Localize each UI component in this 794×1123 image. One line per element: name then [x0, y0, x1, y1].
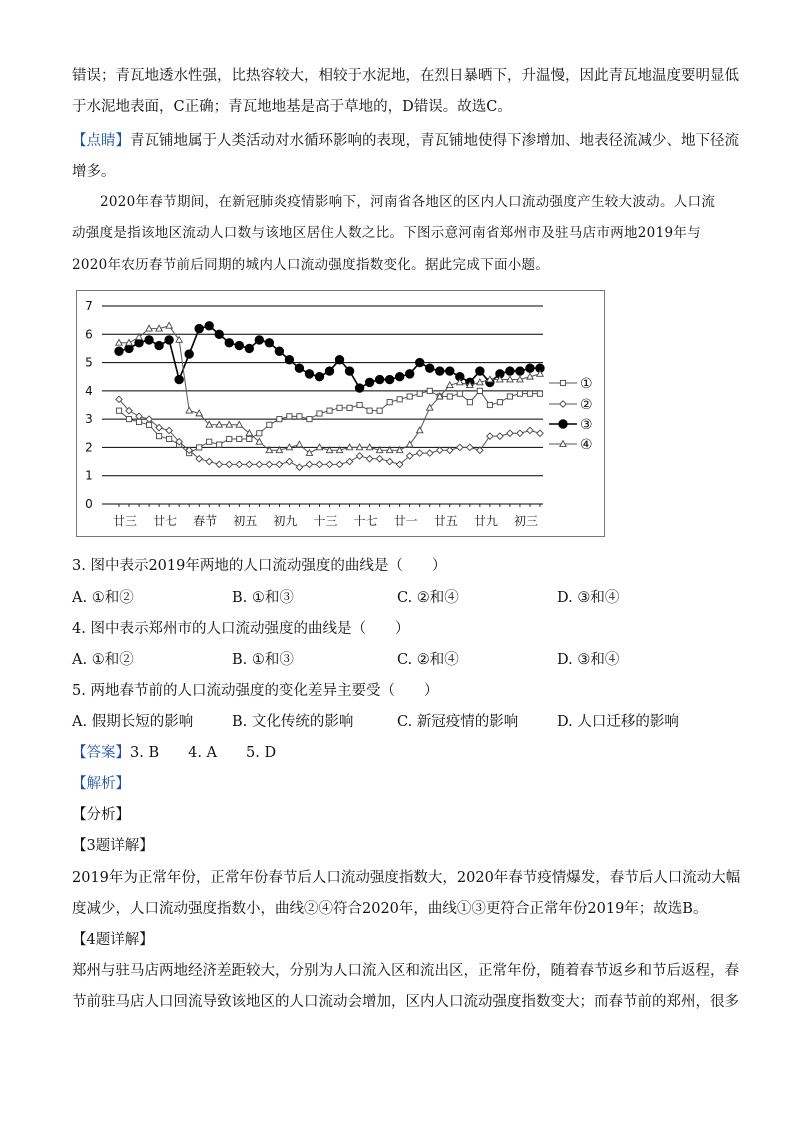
series-1-point	[217, 442, 222, 447]
series-3-point	[405, 370, 413, 378]
chart-frame	[76, 290, 605, 537]
y-tick-label: 2	[85, 440, 93, 455]
series-4-point	[366, 444, 372, 450]
series-2-point	[136, 413, 142, 419]
paragraph-line: 增多。	[72, 164, 116, 180]
series-2-point	[386, 458, 392, 464]
series-2-point	[477, 447, 483, 453]
paragraph-line: 错误；青瓦地透水性强，比热容较大，相较于水泥地，在烈日暴晒下，升温慢，因此青瓦地温度要明显低	[72, 68, 739, 84]
paragraph-line: 于水泥地表面，C正确；青瓦地地基是高于草地的，D错误。故选C。	[72, 99, 512, 115]
question-4-stem: 4. 图中表示郑州市的人口流动强度的曲线是（ ）	[72, 621, 410, 637]
x-tick-label: 十三	[313, 514, 338, 528]
series-3-point	[185, 350, 193, 358]
series-1-point	[367, 408, 372, 413]
series-4-point	[236, 421, 242, 427]
series-1-point	[267, 422, 272, 427]
series-1-point	[487, 402, 492, 407]
x-tick-label: 初五	[233, 514, 258, 528]
series-2-point	[417, 450, 423, 456]
legend-label: ②	[580, 397, 593, 413]
series-1-point	[287, 414, 292, 419]
series-1-point	[197, 445, 202, 450]
series-4-point	[507, 376, 513, 382]
series-3-point	[355, 384, 363, 392]
series-1-point	[136, 419, 141, 424]
q4-option-d[interactable]: D. ③和④	[557, 652, 620, 668]
question-5-stem: 5. 两地春节前的人口流动强度的变化差异主要受（ ）	[72, 683, 439, 699]
series-4-point	[356, 444, 362, 450]
series-1-point	[457, 391, 462, 396]
series-2-point	[296, 464, 302, 470]
series-4-point	[346, 444, 352, 450]
series-1-point	[347, 405, 352, 410]
x-tick-label: 廿一	[393, 514, 418, 528]
series-1-point	[327, 408, 332, 413]
legend-label: ①	[580, 376, 593, 392]
series-3-point	[516, 367, 524, 375]
series-3-point	[426, 364, 434, 372]
series-1-point	[447, 394, 452, 399]
y-tick-label: 3	[85, 412, 93, 427]
series-2-point	[256, 461, 262, 467]
q4-detail-line: 节前驻马店人口回流导致该地区的人口流动会增加，区内人口流动强度指数变大；而春节前的郑州，很多	[72, 994, 739, 1010]
series-4-point	[417, 427, 423, 433]
series-1-point	[307, 417, 312, 422]
x-tick-label: 春节	[193, 514, 218, 528]
series-3-point	[315, 373, 323, 381]
series-1-point	[207, 439, 212, 444]
x-tick-label: 廿五	[433, 514, 458, 528]
series-2-point	[537, 430, 543, 436]
series-3-point	[265, 339, 273, 347]
population-flow-chart	[77, 291, 604, 536]
series-3-point	[235, 341, 243, 349]
q5-option-d[interactable]: D. 人口迁移的影响	[557, 714, 679, 730]
intro-line: 2020年农历春节前后同期的城内人口流动强度指数变化。据此完成下面小题。	[72, 257, 550, 273]
series-2-point	[306, 461, 312, 467]
series-2-point	[286, 458, 292, 464]
series-1-point	[507, 394, 512, 399]
series-1-point	[377, 408, 382, 413]
jiexi-tag: 【解析】	[72, 776, 130, 792]
x-tick-label: 廿九	[473, 514, 498, 528]
series-2-point	[266, 461, 272, 467]
y-tick-label: 6	[85, 327, 93, 342]
series-1-point	[156, 434, 161, 439]
series-2-point	[226, 461, 232, 467]
q4-option-a[interactable]: A. ①和②	[72, 652, 134, 668]
series-1-point	[477, 388, 482, 393]
series-1-point	[427, 388, 432, 393]
series-2-point	[246, 461, 252, 467]
series-3-point	[275, 347, 283, 355]
question-3-stem: 3. 图中表示2019年两地的人口流动强度的曲线是（ ）	[72, 558, 447, 574]
series-3-point	[446, 367, 454, 375]
series-1-point	[467, 400, 472, 405]
series-3-point	[205, 322, 213, 330]
q3-option-b[interactable]: B. ①和③	[232, 590, 294, 606]
series-1-point	[247, 436, 252, 441]
series-3-point	[115, 347, 123, 355]
series-1-point	[237, 436, 242, 441]
series-1-point	[497, 400, 502, 405]
y-tick-label: 4	[85, 383, 93, 398]
q3-detail-tag: 【3题详解】	[72, 838, 154, 854]
series-2-point	[527, 427, 533, 433]
legend-marker	[559, 420, 567, 428]
x-tick-label: 廿三	[112, 514, 138, 528]
series-1-point	[116, 408, 121, 413]
y-tick-label: 7	[85, 299, 93, 313]
series-1-point	[317, 411, 322, 416]
legend-marker	[560, 401, 566, 407]
q5-option-c[interactable]: C. 新冠疫情的影响	[397, 714, 519, 730]
series-4-point	[296, 441, 302, 447]
q3-detail-line: 2019年为正常年份，正常年份春节后人口流动强度指数大，2020年春节疫情爆发，春节后人口流动大幅	[72, 870, 741, 886]
series-2-point	[346, 458, 352, 464]
series-1-point	[517, 391, 522, 396]
series-2-point	[467, 444, 473, 450]
series-2-point	[507, 430, 513, 436]
series-1-point	[337, 405, 342, 410]
series-2-point	[366, 456, 372, 462]
x-tick-label: 初九	[273, 514, 298, 528]
y-tick-label: 0	[85, 497, 93, 511]
series-2-point	[206, 458, 212, 464]
q4-option-b[interactable]: B. ①和③	[232, 652, 294, 668]
q4-detail-line: 郑州与驻马店两地经济差距较大，分别为人口流入区和流出区，正常年份，随着春节返乡和节后返程，春	[72, 963, 739, 979]
series-2-point	[497, 433, 503, 439]
intro-line: 动强度是指该地区流动人口数与该地区居住人数之比。下图示意河南省郑州市及驻马店市两地2019年与	[72, 225, 701, 241]
series-1-point	[257, 431, 262, 436]
q5-option-a[interactable]: A. 假期长短的影响	[72, 714, 194, 730]
series-4-point	[126, 339, 132, 345]
series-4-point	[166, 322, 172, 328]
series-2-point	[356, 453, 362, 459]
dianjing-text: 青瓦铺地属于人类活动对水循环影响的表现，青瓦铺地使得下渗增加、地表径流减少、地下径流	[130, 133, 739, 149]
series-3-point	[416, 358, 424, 366]
q4-option-c[interactable]: C. ②和④	[397, 652, 459, 668]
series-3-point	[155, 341, 163, 349]
series-2-point	[517, 430, 523, 436]
legend-marker	[560, 380, 565, 385]
fenxi-tag: 【分析】	[72, 807, 130, 823]
x-tick-label: 廿七	[153, 514, 178, 528]
x-tick-label: 十七	[353, 514, 378, 528]
series-1-point	[146, 422, 151, 427]
series-3-point	[255, 336, 263, 344]
series-1-point	[417, 391, 422, 396]
series-2-point	[437, 447, 443, 453]
series-3-point	[395, 373, 403, 381]
series-3-point	[385, 375, 393, 383]
answer-text: 3. B 4. A 5. D	[130, 745, 277, 761]
paragraph-line	[72, 131, 739, 151]
series-3-point	[225, 339, 233, 347]
y-tick-label: 1	[85, 468, 93, 483]
series-3-point	[215, 330, 223, 338]
x-tick-label: 初三	[513, 514, 538, 528]
q3-option-a[interactable]: A. ①和②	[72, 590, 134, 606]
series-2-point	[236, 461, 242, 467]
series-3-point	[145, 336, 153, 344]
y-tick-label: 5	[85, 355, 93, 370]
q3-option-d[interactable]: D. ③和④	[557, 590, 620, 606]
series-2-point	[336, 461, 342, 467]
series-3-point	[526, 364, 534, 372]
intro-line: 2020年春节期间，在新冠肺炎疫情影响下，河南省各地区的区内人口流动强度产生较大波动。人口流	[100, 194, 716, 210]
series-2-point	[276, 461, 282, 467]
q4-detail-tag: 【4题详解】	[72, 932, 154, 948]
series-2-point	[316, 461, 322, 467]
series-3-point	[175, 375, 183, 383]
series-1-point	[527, 391, 532, 396]
q3-option-c[interactable]: C. ②和④	[397, 590, 459, 606]
legend-label: ③	[580, 417, 593, 433]
series-3-point	[165, 336, 173, 344]
series-2-point	[427, 450, 433, 456]
series-1-point	[387, 400, 392, 405]
series-3-point	[506, 367, 514, 375]
series-3-point	[476, 367, 484, 375]
series-4-point	[316, 444, 322, 450]
legend-label: ④	[580, 437, 593, 453]
series-3-point	[195, 324, 203, 332]
series-1-point	[407, 394, 412, 399]
series-2-point	[376, 456, 382, 462]
series-3-point	[305, 370, 313, 378]
dianjing-tag: 【点睛】	[72, 133, 130, 149]
series-4-point	[116, 339, 122, 345]
series-4-point	[216, 421, 222, 427]
series-3-point	[365, 378, 373, 386]
series-4-point	[226, 421, 232, 427]
series-2-point	[487, 433, 493, 439]
series-2-point	[457, 444, 463, 450]
q3-detail-line: 度减少，人口流动强度指数小，曲线②④符合2020年，曲线①③更符合正常年份2019年；故选B。	[72, 901, 708, 917]
series-1-point	[297, 414, 302, 419]
series-3-point	[295, 364, 303, 372]
series-1-point	[126, 417, 131, 422]
series-3-point	[325, 367, 333, 375]
series-1-point	[357, 402, 362, 407]
series-3-point	[345, 367, 353, 375]
series-2-point	[326, 461, 332, 467]
series-1-point	[397, 397, 402, 402]
series-4-point	[186, 407, 192, 413]
answer-line	[72, 743, 722, 763]
series-1-point	[537, 391, 542, 396]
answer-tag: 【答案】	[72, 745, 130, 761]
series-3-point	[245, 344, 253, 352]
series-1-point	[277, 417, 282, 422]
series-3-point	[335, 356, 343, 364]
series-3-point	[285, 356, 293, 364]
series-3-point	[436, 367, 444, 375]
q5-option-b[interactable]: B. 文化传统的影响	[232, 714, 354, 730]
series-3-point	[375, 375, 383, 383]
series-1-point	[227, 436, 232, 441]
series-2-point	[216, 461, 222, 467]
series-2-point	[447, 447, 453, 453]
series-1-point	[167, 436, 172, 441]
